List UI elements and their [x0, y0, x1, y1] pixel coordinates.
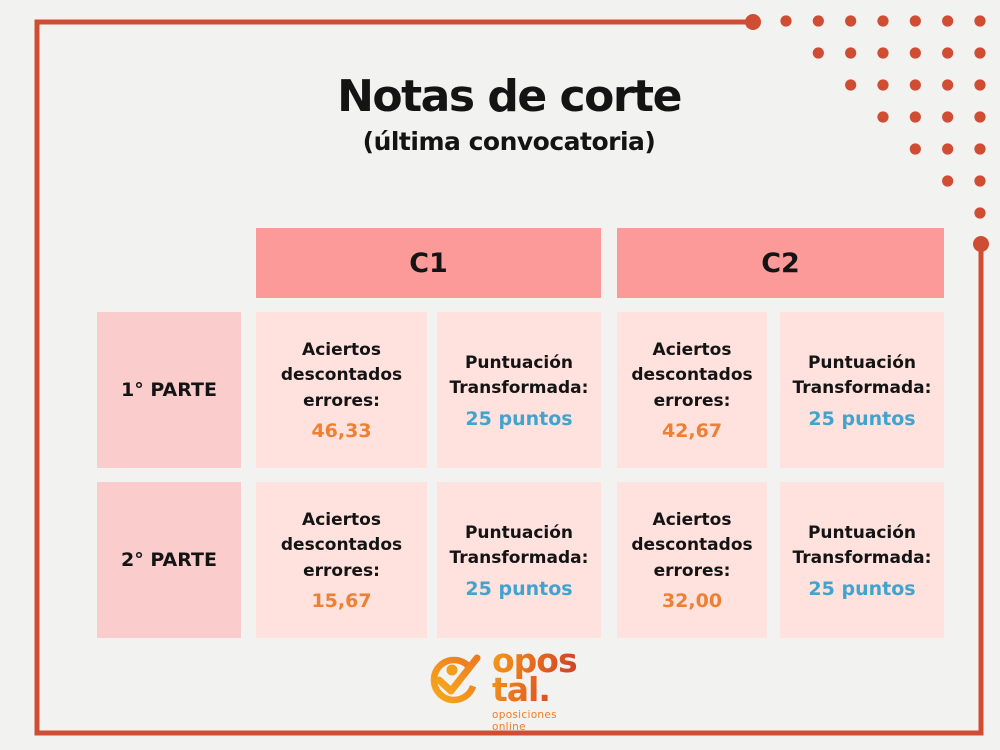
logo-text	[492, 641, 577, 733]
cell-value: 15,67	[311, 590, 372, 613]
opostal-logo	[427, 641, 577, 733]
cell-heading: Aciertos descontados errores:	[631, 509, 753, 581]
cell-value: 42,67	[661, 420, 723, 443]
table-cell	[617, 482, 767, 638]
cell-value: 25 puntos	[465, 577, 573, 600]
table-cell	[437, 482, 601, 638]
cell-heading: Puntuación Transformada:	[792, 522, 932, 568]
row-label: 1° PARTE	[97, 312, 241, 468]
check-circle-person-icon	[427, 646, 485, 708]
column-header-c1: C1	[256, 228, 601, 298]
cell-heading: Aciertos descontados errores:	[631, 339, 753, 411]
logo-brand	[492, 641, 577, 709]
logo-tagline	[492, 709, 577, 733]
table-cell	[617, 312, 767, 468]
table-cell	[437, 312, 601, 468]
logo-brand-line1: opos	[492, 641, 577, 680]
table-cell	[780, 312, 944, 468]
cell-value: 25 puntos	[465, 407, 573, 430]
cell-value: 25 puntos	[808, 577, 916, 600]
cell-value: 32,00	[661, 590, 723, 613]
table-cell	[780, 482, 944, 638]
logo-brand-line2: tal.	[492, 670, 550, 709]
column-header-c2: C2	[617, 228, 944, 298]
logo-tagline-line1: oposiciones	[492, 709, 557, 721]
logo-tagline-line2: online	[492, 721, 526, 733]
table-cell	[256, 482, 427, 638]
cell-value: 46,33	[311, 420, 372, 443]
row-label: 2° PARTE	[97, 482, 241, 638]
page-title: Notas de corte	[337, 71, 681, 122]
cell-heading: Puntuación Transformada:	[449, 522, 589, 568]
cell-heading: Aciertos descontados errores:	[280, 339, 403, 411]
cell-heading: Aciertos descontados errores:	[280, 509, 403, 581]
cell-heading: Puntuación Transformada:	[792, 352, 932, 398]
cell-value: 25 puntos	[808, 407, 916, 430]
cell-heading: Puntuación Transformada:	[449, 352, 589, 398]
page-subtitle: (última convocatoria)	[362, 127, 656, 157]
table-cell	[256, 312, 427, 468]
